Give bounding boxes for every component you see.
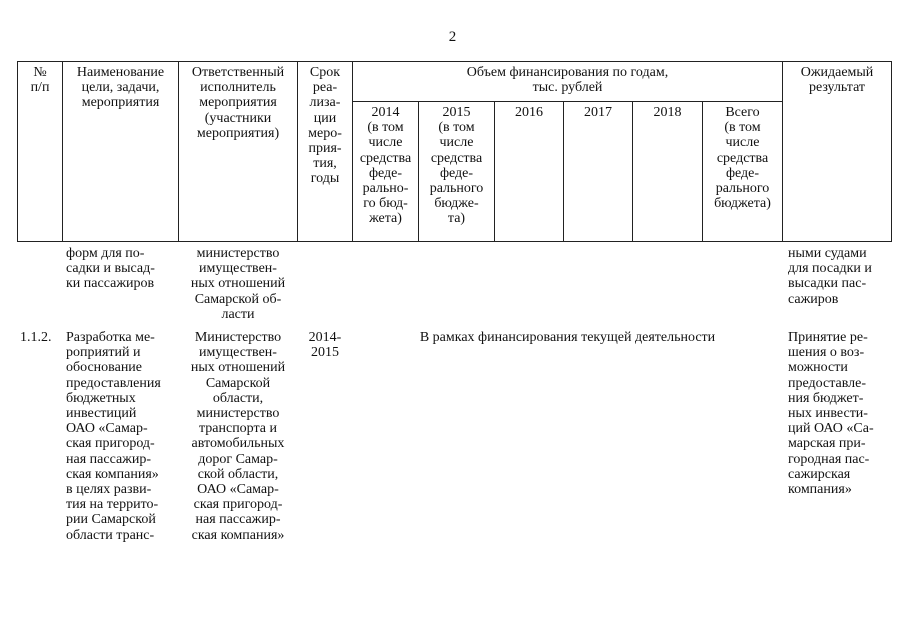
header-num: № п/п [30, 65, 50, 96]
header-year-2015: 2015 (в том числе средства феде- рального бюдже- та) [429, 105, 484, 227]
row-responsible: Министерство имуществен- ных отношений Самарской области, министерство транспорта и автомобильных дорог Самар- ской области, ОАО «Самар- ская пригород- ная пассажир- ская компания» [190, 330, 286, 543]
row-term: 2014- 2015 [308, 330, 342, 361]
header-term: Срок реа- лиза- ции меро- прия- тия, годы [308, 65, 342, 187]
page-number: 2 [448, 29, 457, 45]
row-funding: В рамках финансирования текущей деятельности [419, 330, 716, 345]
continuation-result: ными судами для посадки и высадки пас- сажиров [788, 246, 872, 307]
continuation-responsible: министерство имуществен- ных отношений Самарской об- ласти [190, 246, 286, 322]
header-responsible: Ответственный исполнитель мероприятия (участники мероприятия) [191, 65, 285, 141]
header-name: Наименование цели, задачи, мероприятия [76, 65, 165, 111]
row-number: 1.1.2. [20, 330, 52, 345]
row-result: Принятие ре- шения о воз- можности предоставле- ния бюджет- ных инвести- ций ОАО «Са- марская при- городная пас- сажирская компания» [788, 330, 874, 498]
continuation-name: форм для по- садки и высад- ки пассажиров [66, 246, 155, 292]
header-result: Ожидаемый результат [800, 65, 874, 96]
header-year-2014: 2014 (в том числе средства феде- рально- го бюд- жета) [359, 105, 412, 227]
header-year-2016: 2016 [515, 105, 543, 120]
row-name: Разработка ме- роприятий и обоснование предоставления бюджетных инвестиций ОАО «Самар- ская пригород- ная пассажир- ская компания» в целях разви- тия на террито- рии Самарской области транс- [66, 330, 161, 543]
header-funding: Объем финансирования по годам, тыс. рублей [466, 65, 669, 96]
header-year-2018: 2018 [653, 105, 682, 120]
header-total: Всего (в том числе средства феде- рального бюджета) [714, 105, 771, 212]
header-year-2017: 2017 [584, 105, 612, 120]
